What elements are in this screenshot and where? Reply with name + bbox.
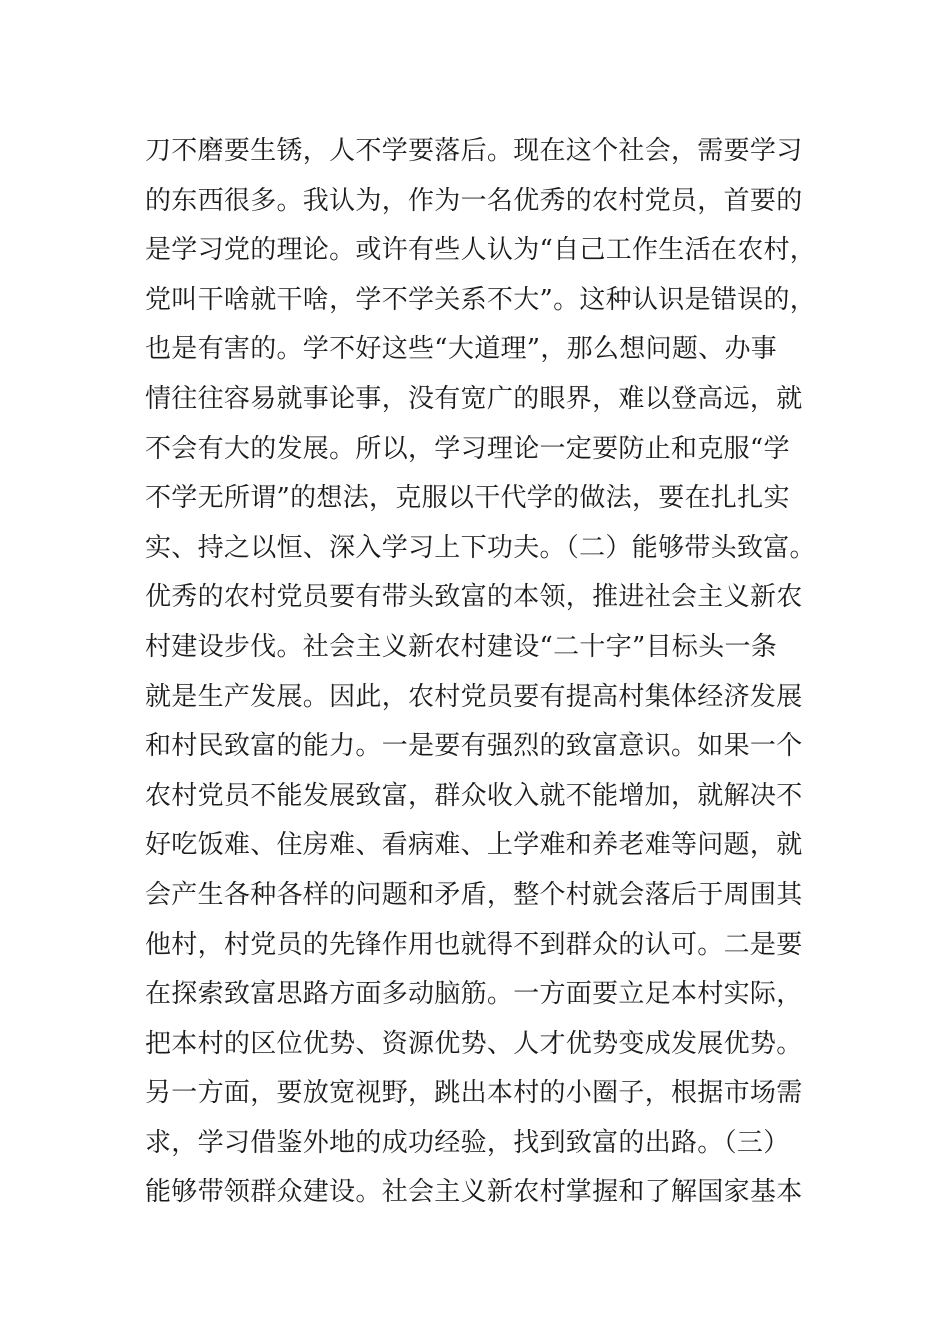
text-line: 另一方面，要放宽视野，跳出本村的小圈子，根据市场需: [145, 1078, 803, 1109]
text-line: 刀不磨要生锈，人不学要落后。现在这个社会，需要学习: [145, 136, 803, 166]
text-line: 情往往容易就事论事，没有宽广的眼界，难以登高远，就: [145, 383, 803, 414]
text-line: 会产生各种各样的问题和矛盾，整个村就会落后于周围其: [145, 879, 803, 910]
text-line: 好吃饭难、住房难、看病难、上学难和养老难等问题，就: [145, 830, 803, 861]
text-line: 也是有害的。学不好这些“大道理”，那么想问题、办事: [145, 334, 778, 365]
text-line: 不会有大的发展。所以，学习理论一定要防止和克服“学: [145, 433, 790, 464]
text-line: 优秀的农村党员要有带头致富的本领，推进社会主义新农: [145, 582, 803, 613]
text-line: 就是生产发展。因此，农村党员要有提高村集体经济发展: [145, 681, 803, 712]
text-line: 农村党员不能发展致富，群众收入就不能增加，就解决不: [145, 780, 803, 811]
body-text: [145, 127, 817, 1218]
text-line: 把本村的区位优势、资源优势、人才优势变成发展优势。: [145, 1028, 803, 1059]
text-line: 和村民致富的能力。一是要有强烈的致富意识。如果一个: [145, 731, 803, 762]
text-line: 在探索致富思路方面多动脑筋。一方面要立足本村实际，: [145, 979, 803, 1010]
text-line: 是学习党的理论。或许有些人认为“自己工作生活在农村，: [145, 235, 817, 266]
text-line: 不学无所谓”的想法，克服以干代学的做法，要在扎扎实: [145, 483, 790, 514]
text-line: 实、持之以恒、深入学习上下功夫。（二）能够带头致富。: [145, 532, 816, 563]
text-line: 能够带领群众建设。社会主义新农村掌握和了解国家基本: [145, 1177, 803, 1208]
text-line: 的东西很多。我认为，作为一名优秀的农村党员，首要的: [145, 185, 803, 216]
text-line: 村建设步伐。社会主义新农村建设“二十字”目标头一条: [145, 631, 778, 662]
text-line: 求，学习借鉴外地的成功经验，找到致富的出路。（三）: [145, 1127, 790, 1158]
text-line: 他村，村党员的先锋作用也就得不到群众的认可。二是要: [145, 929, 803, 960]
text-line: 党叫干啥就干啥，学不学关系不大”。这种认识是错误的，: [145, 284, 817, 315]
